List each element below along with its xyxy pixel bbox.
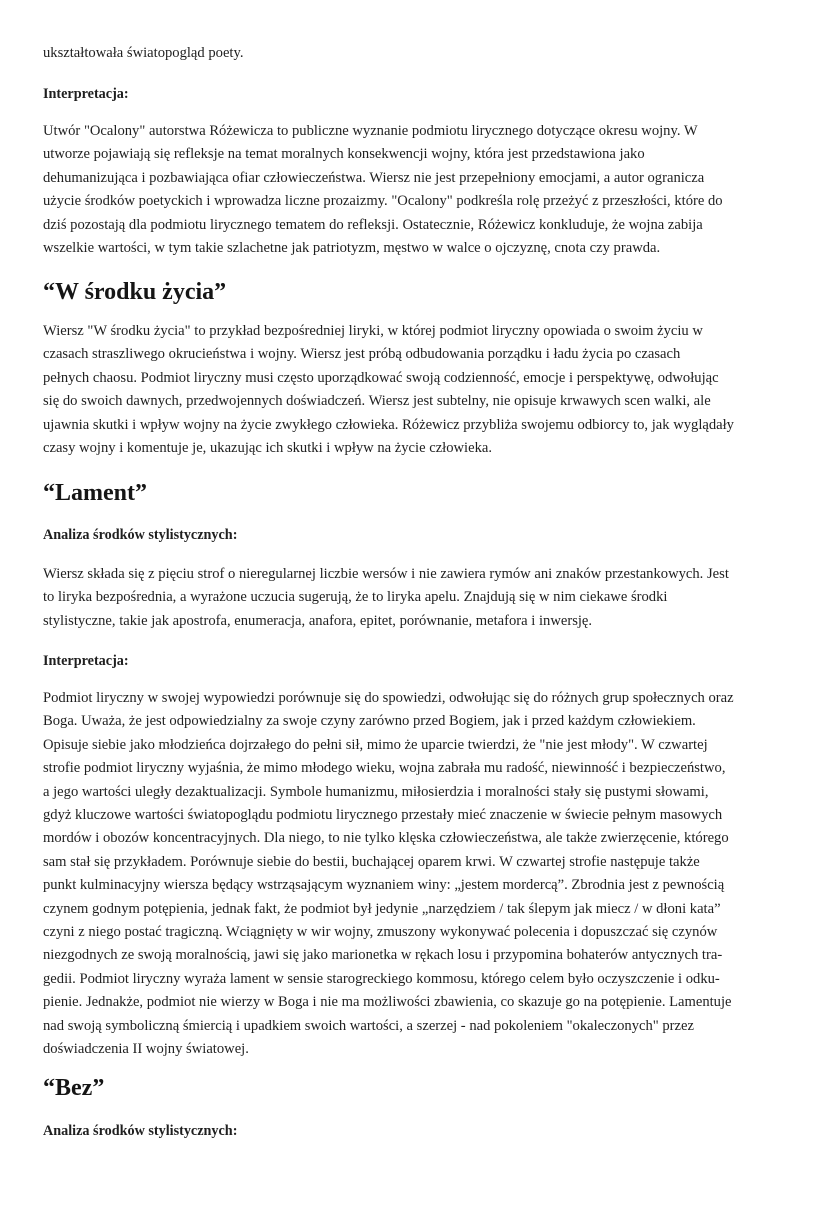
lament-analysis-label: Analiza środków stylistycznych:: [43, 527, 238, 543]
text-line: nad swoją symboliczną śmiercią i upadkiem swoich wartości, a szerzej - nad pokoleniem "okaleczonych" przez: [43, 1017, 694, 1034]
text-line: wszelkie wartości, w tym takie szlachetne jak patriotyzm, męstwo w walce o ojczyznę, cnota czy prawda.: [43, 240, 661, 257]
text-line: strofie podmiot liryczny wyjaśnia, że mimo młodego wieku, wojna zabrała mu radość, niewinność i bezpieczeństwo,: [43, 760, 726, 777]
text-line: mordów i obozów koncentracyjnych. Dla niego, to nie tylko klęska człowieczeństwa, ale także zwierzęcenie, którego: [43, 830, 729, 847]
text-line: Opisuje siebie jako młodzieńca dojrzałego do pełni sił, mimo że uparcie twierdzi, że "nie jest młody". W czwartej: [43, 736, 708, 753]
text-line: Podmiot liryczny w swojej wypowiedzi porównuje się do spowiedzi, odwołując się do różnych grup społecznych oraz: [43, 690, 734, 706]
text-line: utworze pojawiają się refleksje na temat moralnych konsekwencji wojny, która jest przedstawiona jako: [43, 146, 645, 163]
text-line: gedii. Podmiot liryczny wyraża lament w sensie starogreckiego kommosu, którego celem było oczyszczenie i odku-: [43, 970, 720, 987]
text-line: Wiersz składa się z pięciu strof o nieregularnej liczbie wersów i nie zawiera rymów ani znaków przestankowych. Jest: [43, 566, 729, 582]
text-line: ujawnia skutki i wpływ wojny na życie zwykłego człowieka. Różewicz przybliża swojemu odbiorcy to, jak wyglądały: [43, 416, 734, 433]
text-line: stylistyczne, takie jak apostrofa, enumeracja, anafora, epitet, porównanie, metafora i inwersję.: [43, 612, 593, 629]
text-line: punkt kulminacyjny wiersza będący wstrząsającym wyznaniem winy: „jestem mordercą”. Zbrodnia jest z pewnością: [43, 877, 725, 894]
bez-analysis-label: Analiza środków stylistycznych:: [43, 1123, 238, 1139]
ocalony-interpretation-paragraph: [43, 120, 786, 260]
w-srodku-paragraph: [43, 320, 786, 460]
top-fragment: [43, 42, 786, 65]
lament-analysis-paragraph: [43, 563, 786, 633]
text-line: Boga. Uważa, że jest odpowiedzialny za swoje czyny zarówno przed Bogiem, jak i przed każdym człowiekiem.: [43, 713, 696, 730]
text-line: sam stał się przykładem. Porównuje siebie do bestii, buchającej oparem krwi. W czwartej strofie następuje także: [43, 853, 700, 870]
text-line: Wiersz "W środku życia" to przykład bezpośredniej liryki, w której podmiot liryczny opowiada o swoim życiu w: [43, 323, 703, 339]
text-line: niezgodnych ze swoją moralnością, jawi się jako marionetka w rękach losu i przypomina bohaterów antycznych tra-: [43, 947, 723, 964]
interpretation-label: Interpretacja:: [43, 86, 129, 102]
text-line: czyni z niego postać tragiczną. Wciągnięty w wir wojny, zmuszony wykonywać polecenia i dopuszczać się czynów: [43, 924, 718, 941]
text-line: dziś pozostają dla podmiotu lirycznego tematem do refleksji. Ostatecznie, Różewicz konkluduje, że wojna zabija: [43, 216, 703, 233]
text-line: dehumanizująca i pozbawiająca ofiar człowieczeństwa. Wiersz nie jest przepełniony emocjami, a autor ogranicza: [43, 169, 705, 186]
w-srodku-heading: “W środku życia”: [43, 279, 227, 305]
text-line: doświadczenia II wojny światowej.: [43, 1041, 249, 1058]
bez-heading: “Bez”: [43, 1075, 105, 1101]
text-line: pełnych chaosu. Podmiot liryczny musi często uporządkować swoją codzienność, emocje i perspektywę, odwołując: [43, 369, 719, 386]
text-line: się do swoich dawnych, przedwojennych doświadczeń. Wiersz jest subtelny, nie opisuje krwawych scen walki, ale: [43, 393, 711, 410]
text-line: ukształtowała światopogląd poety.: [43, 45, 244, 61]
text-line: pienie. Jednakże, podmiot nie wierzy w Boga i nie ma możliwości zbawienia, co skazuje go na potępienie. Lamentuje: [43, 994, 732, 1011]
text-line: to liryka bezpośrednia, a wyrażone uczucia sugerują, że to liryka apelu. Znajdują się w nim ciekawe środki: [43, 589, 668, 606]
text-line: czasy wojny i komentuje je, ukazując ich skutki i wpływ na życie człowieka.: [43, 440, 493, 457]
text-line: gdyż kluczowe wartości światopoglądu podmiotu lirycznego przestały mieć znaczenie w świecie pełnym masowych: [43, 807, 723, 824]
lament-interpretation-paragraph: [43, 687, 786, 1062]
text-line: a jego wartości uległy dezaktualizacji. Symbole humanizmu, miłosierdzia i moralności stały się pustymi słowami,: [43, 783, 709, 800]
lament-heading: “Lament”: [43, 480, 147, 506]
text-line: Utwór "Ocalony" autorstwa Różewicza to publiczne wyznanie podmiotu lirycznego dotyczące okresu wojny. W: [43, 123, 698, 139]
text-line: czasach straszliwego okrucieństwa i wojny. Wiersz jest próbą odbudowania porządku i ładu życia po czasach: [43, 346, 681, 363]
lament-interpretation-label: Interpretacja:: [43, 653, 129, 669]
text-line: czynem godnym potępienia, jednak fakt, że podmiot był jedynie „narzędziem / tak ślepym jak miecz / w dłoni kata”: [43, 900, 721, 917]
text-line: użycie środków poetyckich i wprowadza liczne prozaizmy. "Ocalony" podkreśla rolę przeżyć z przeszłości, które do: [43, 193, 723, 210]
